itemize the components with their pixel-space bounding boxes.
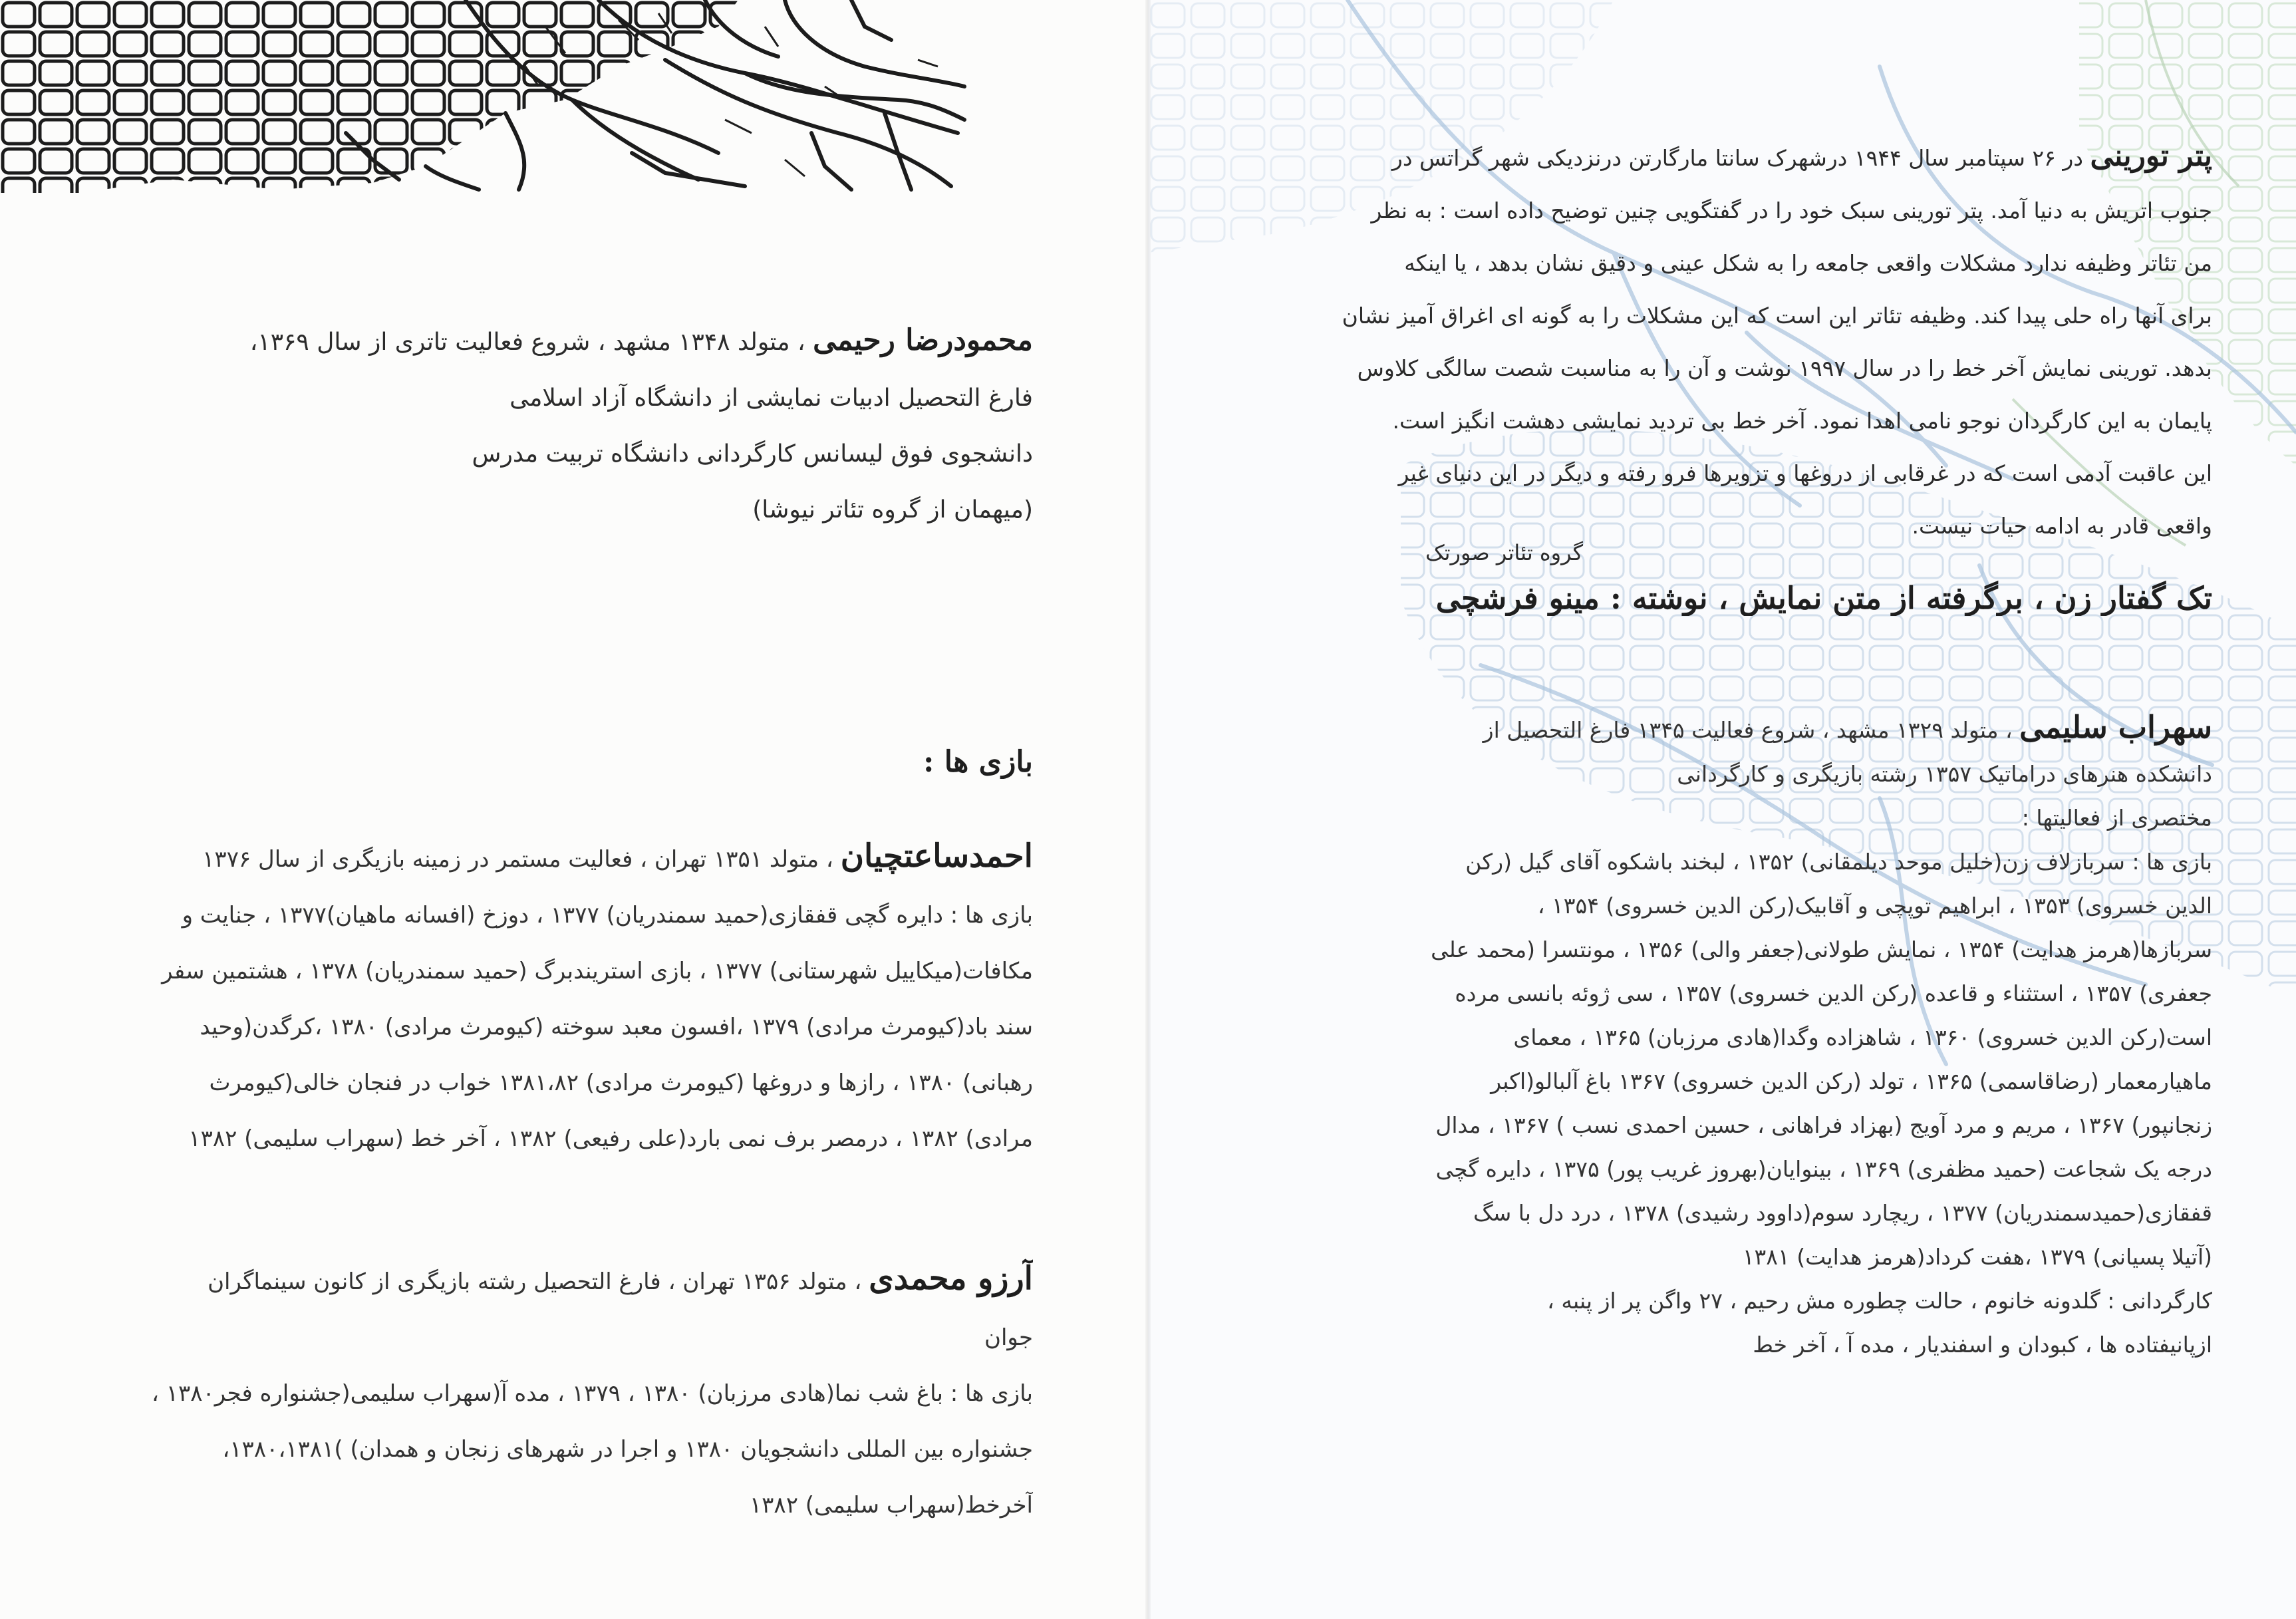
satchian-line6: مرادی) ۱۳۸۲ ، درمصر برف نمی بارد(علی رفیعی) ۱۳۸۲ ، آخر خط (سهراب سلیمی) ۱۳۸۲: [188, 1125, 1033, 1152]
satchian-line1: [85, 828, 1033, 887]
page-fold: [1145, 0, 1151, 1619]
turini-line5: بدهد. تورینی نمایش آخر خط را در سال ۱۹۹۷ نوشت و آن را به مناسبت شصت سالگی کلاوس: [1357, 355, 2212, 381]
salimi-line15: ازپانیفتاده ها ، کبودان و اسفندیار ، مده آ ، آخر خط: [1753, 1332, 2212, 1358]
rahimi-line3: دانشجوی فوق لیسانس کارگردانی دانشگاه تربیت مدرس: [472, 440, 1033, 468]
turini-line8: واقعی قادر به ادامه حیات نیست.: [1912, 513, 2212, 539]
monologue-title: تک گفتار زن ، برگرفته از متن نمایش ، نوشته : مینو فرشچی: [1435, 580, 2212, 616]
group-label-wrap: [1250, 540, 1583, 565]
salimi-line1: [1250, 705, 2212, 752]
salimi-line5: الدین خسروی) ۱۳۵۳ ، ابراهیم توپچی و آقابیک(رکن الدین خسروی) ۱۳۵۴ ،: [1537, 893, 2212, 919]
turini-name: پتر تورینی: [2090, 139, 2212, 173]
cast-heading-wrap: [85, 745, 1033, 779]
cast-heading: بازی ها :: [923, 745, 1033, 779]
mohammadi-name: آرزو محمدی: [869, 1260, 1033, 1297]
right-page: [1148, 0, 2296, 1619]
mohammadi-line3: بازی ها : باغ شب نما(هادی مرزبان) ۱۳۸۰ ، ۱۳۷۹ ، مده آ(سهراب سلیمی(جشنواره فجر۱۳۸۰ ،: [151, 1380, 1033, 1407]
salimi-line14: کارگردانی : گلدونه خانوم ، حالت چطوره مش رحیم ، ۲۷ واگن پر از پنبه ،: [1547, 1288, 2212, 1314]
mohammadi-line1: [85, 1251, 1033, 1310]
salimi-line13: (آتیلا پسیانی) ۱۳۷۹ ،هفت کرداد(هرمز هدایت) ۱۳۸۱: [1742, 1244, 2212, 1270]
turini-line2: جنوب اتریش به دنیا آمد. پتر تورینی سبک خود را در گفتگویی چنین توضیح داده است : به نظر: [1371, 198, 2212, 223]
cell-texture-illustration: [0, 0, 968, 193]
monologue-title-wrap: [1250, 580, 2212, 616]
satchian-line5: رهبانی) ۱۳۸۰ ، رازها و دروغها (کیومرث مرادی) ۱۳۸۱،۸۲ خواب در فنجان خالی(کیومرث: [209, 1070, 1033, 1096]
mohammadi-line1-rest: ، متولد ۱۳۵۶ تهران ، فارغ التحصیل رشته بازیگری از کانون سینماگران: [208, 1268, 862, 1295]
rahimi-line4: (میهمان از گروه تئاتر نیوشا): [752, 496, 1033, 523]
satchian-name: احمدساعتچیان: [840, 837, 1033, 875]
turini-line3: من تئاتر وظیفه ندارد مشکلات واقعی جامعه را به شکل عینی و دقیق نشان بدهد ، یا اینکه: [1404, 250, 2212, 276]
turini-bio: [1250, 130, 2212, 552]
rahimi-line1-rest: ، متولد ۱۳۴۸ مشهد ، شروع فعالیت تاتری از سال ۱۳۶۹،: [249, 329, 805, 356]
salimi-line3: مختصری از فعالیتها :: [2021, 805, 2212, 831]
salimi-line12: قفقازی(حمیدسمندریان) ۱۳۷۷ ، ریچارد سوم(داوود رشیدی) ۱۳۷۸ ، درد دل با سگ: [1473, 1200, 2212, 1226]
salimi-bio: [1250, 705, 2212, 1367]
turini-line4: برای آنها راه حلی پیدا کند. وظیفه تئاتر این است که این مشکلات را به گونه ای اغراق آمیز نشان: [1342, 303, 2212, 329]
satchian-line2: بازی ها : دایره گچی قفقازی(حمید سمندریان) ۱۳۷۷ ، دوزخ (افسانه ماهیان)۱۳۷۷ ، جنایت و: [182, 902, 1033, 929]
rahimi-line1: [85, 313, 1033, 370]
turini-line1: [1250, 130, 2212, 184]
salimi-line1-rest: ، متولد ۱۳۲۹ مشهد ، شروع فعالیت ۱۳۴۵ فارغ التحصیل از: [1483, 717, 2013, 743]
rahimi-bio: [85, 313, 1033, 538]
salimi-line7: جعفری) ۱۳۵۷ ، استثناء و قاعده (رکن الدین خسروی) ۱۳۵۷ ، سی ژوئه بانسی مرده: [1455, 980, 2212, 1006]
turini-line7: این عاقبت آدمی است که در غرقابی از دروغها و تزویرها فرو رفته و دیگر در این دنیای غیر: [1398, 460, 2212, 486]
mohammadi-line2: جوان: [984, 1324, 1033, 1351]
mohammadi-line5: آخرخط(سهراب سلیمی) ۱۳۸۲: [749, 1492, 1033, 1519]
satchian-line4: سند باد(کیومرث مرادی) ۱۳۷۹ ،افسون معبد سوخته (کیومرث مرادی) ۱۳۸۰ ،کرگدن(وحید: [200, 1014, 1033, 1040]
mohammadi-bio: [85, 1251, 1033, 1533]
satchian-bio: [85, 828, 1033, 1167]
rahimi-name: محمودرضا رحیمی: [813, 323, 1033, 357]
satchian-line1-rest: ، متولد ۱۳۵۱ تهران ، فعالیت مستمر در زمینه بازیگری از سال ۱۳۷۶: [202, 846, 833, 873]
rahimi-line2: فارغ التحصیل ادبیات نمایشی از دانشگاه آزاد اسلامی: [509, 384, 1033, 412]
turini-line1-rest: در ۲۶ سپتامبر سال ۱۹۴۴ درشهرک سانتا مارگارتن درنزدیکی شهر گراتس در: [1391, 145, 2083, 171]
salimi-line10: زنجانپور) ۱۳۶۷ ، مریم و مرد آویج (بهزاد فراهانی ، حسین احمدی نسب ) ۱۳۶۷ ، مدال: [1435, 1112, 2212, 1138]
salimi-line9: ماهیارمعمار (رضاقاسمی) ۱۳۶۵ ، تولد (رکن الدین خسروی) ۱۳۶۷ باغ آلبالو(اکبر: [1491, 1068, 2212, 1094]
salimi-line8: است(رکن الدین خسروی) ۱۳۶۰ ، شاهزاده وگدا(هادی مرزبان) ۱۳۶۵ ، معمای: [1513, 1024, 2212, 1050]
salimi-line6: سربازها(هرمز هدایت) ۱۳۵۴ ، نمایش طولانی(جعفر والی) ۱۳۵۶ ، مونتسرا (محمد علی: [1431, 937, 2212, 962]
salimi-line2: دانشکده هنرهای دراماتیک ۱۳۵۷ رشته بازیگری و کارگردانی: [1677, 761, 2212, 787]
turini-line6: پایمان به این کارگردان نوجو نامی اهدا نمود. آخر خط بی تردید نمایشی دهشت انگیز است.: [1392, 408, 2212, 434]
satchian-line3: مکافات(میکاییل شهرستانی) ۱۳۷۷ ، بازی استریندبرگ (حمید سمندریان) ۱۳۷۸ ، هشتمین سفر: [162, 958, 1033, 984]
salimi-line4: بازی ها : سربازلاف زن(خلیل موحد دیلمقانی) ۱۳۵۲ ، لبخند باشکوه آقای گیل (رکن: [1465, 849, 2212, 875]
group-label: گروه تئاتر صورتک: [1425, 540, 1583, 565]
mohammadi-line4: جشنواره بین المللی دانشجویان ۱۳۸۰ و اجرا در شهرهای زنجان و همدان) )۱۳۸۰،۱۳۸۱،: [222, 1436, 1033, 1463]
salimi-name: سهراب سلیمی: [2019, 709, 2212, 745]
salimi-line11: درجه یک شجاعت (حمید مظفری) ۱۳۶۹ ، بینوایان(بهروز غریب پور) ۱۳۷۵ ، دایره گچی: [1435, 1156, 2212, 1182]
